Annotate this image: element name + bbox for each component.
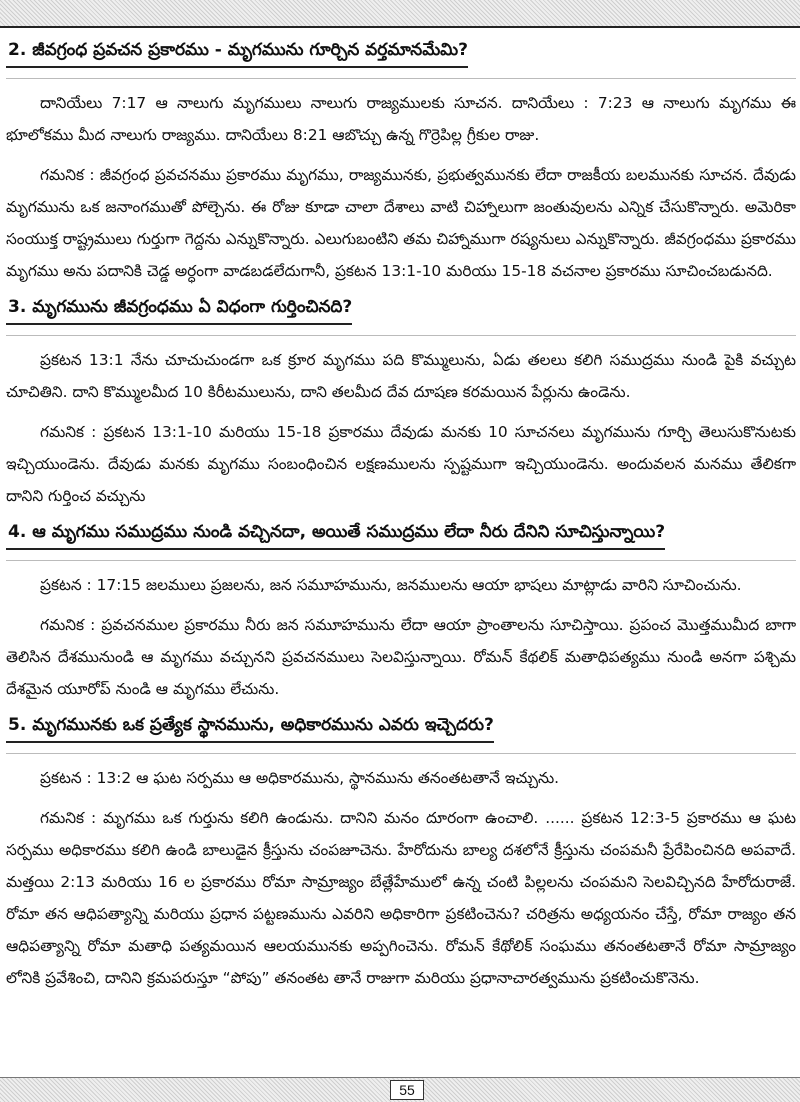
section-5 [6, 713, 796, 994]
section-4 [6, 520, 796, 705]
paragraph: దానియేలు 7:17 ఆ నాలుగు మృగములు నాలుగు రాజ్యములకు సూచన. దానియేలు : 7:23 ఆ నాలుగు మృగము ఈ భూలోకము మీద నాలుగు రాజ్యము. దానియేలు 8:21 ఆబొచ్చు ఉన్న గొర్రెపిల్ల గ్రీకుల రాజు. [6, 94, 796, 144]
page-number: 55 [390, 1080, 424, 1100]
paragraph: గమనిక : ప్రవచనముల ప్రకారము నీరు జన సమూహమును లేదా ఆయా ప్రాంతాలను సూచిస్తాయి. ప్రపంచ మొత్తముమీద బాగా తెలిసిన దేశమునుండి ఆ మృగము వచ్చునని ప్రవచనములు సెలవిస్తున్నాయి. రోమన్ కేథలిక్ మతాధిపత్యము నుండి అనగా పశ్చిమ దేశమైన యూరోప్ నుండి ఆ మృగము లేచును. [6, 616, 796, 698]
paragraph: గమనిక : ప్రకటన 13:1-10 మరియు 15-18 ప్రకారము దేవుడు మనకు 10 సూచనలు మృగమును గూర్చి తెలుసుకొనుటకు ఇచ్చియుండెను. దేవుడు మనకు మృగము సంబంధించిన లక్షణములను స్పష్టముగా ఇచ్చియుండెను. అందువలన మనము తేలికగా దానిని గుర్తించ వచ్చును [6, 423, 796, 505]
paragraph: ప్రకటన : 17:15 జలములు ప్రజలను, జన సమూహమును, జనములను ఆయా భాషలు మాట్లాడు వారిని సూచించును. [40, 576, 742, 594]
paragraph: ప్రకటన : 13:2 ఆ ఘట సర్పము ఆ అధికారమును, స్థానమును తనంతటతానే ఇచ్చును. [40, 769, 560, 787]
question-rule [6, 295, 796, 336]
question-rule [6, 713, 796, 754]
question-heading: 4. ఆ మృగము సముద్రము నుండి వచ్చినదా, అయితే సముద్రము లేదా నీరు దేనిని సూచిస్తున్నాయి? [6, 520, 665, 550]
question-heading: 2. జీవగ్రంధ ప్రవచన ప్రకారము - మృగమును గూర్చిన వర్తమానమేమి? [6, 38, 468, 68]
page-content [6, 38, 796, 1002]
question-rule [6, 38, 796, 79]
section-2 [6, 38, 796, 287]
top-decorative-band [0, 0, 800, 28]
paragraph: గమనిక : జీవగ్రంధ ప్రవచనము ప్రకారము మృగము, రాజ్యమునకు, ప్రభుత్వమునకు లేదా రాజకీయ బలమునకు సూచన. దేవుడు మృగమును ఒక జనాంగముతో పోల్చెను. ఈ రోజు కూడా చాలా దేశాలు వాటి చిహ్నాలుగా జంతువులను ఎన్నిక చేసుకొన్నారు. అమెరికా సంయుక్త రాష్ట్రములు గుర్తుగా గెద్దను ఎన్నుకొన్నారు. ఎలుగుబంటిని తమ చిహ్నాముగా రష్యనులు ఎన్నుకొన్నారు. జీవగ్రంధము ప్రకారము మృగము అను పదానికి చెడ్డ అర్ధంగా వాడబడలేదుగానీ, ప్రకటన 13:1-10 మరియు 15-18 వచనాల ప్రకారము సూచించబడునది. [6, 166, 796, 280]
question-rule [6, 520, 796, 561]
paragraph: గమనిక : మృగము ఒక గుర్తును కలిగి ఉండును. దానిని మనం దూరంగా ఉంచాలి. ...... ప్రకటన 12:3-5 ప్రకారము ఆ ఘట సర్పము అధికారము కలిగి ఉండి బాలుడైన క్రీస్తును చంపజూచెను. హేరోదును బాల్య దశలోనే క్రీస్తును చంపమనీ ప్రేరేపించినది అపవాదే. మత్తయి 2:13 మరియు 16 ల ప్రకారము రోమా సామ్రాజ్యం బేత్లేహేములో ఉన్న చంటి పిల్లలను చంపమని సెలవిచ్చినది హేరోదురాజే. రోమా తన ఆధిపత్యాన్ని మరియు ప్రధాన పట్టణమును ఎవరిని అధికారిగా ప్రకటించెను? చరిత్రను అధ్యయనం చేస్తే, రోమా రాజ్యం తన ఆధిపత్యాన్ని రోమా మతాధి పత్యమయిన ఆలయమునకు అప్పగించెను. రోమన్ కేథోలిక్ సంఘము తనంతటతానే రోమా సామ్రాజ్యం లోనికి ప్రవేశించి, దానిని క్రమపరుస్తూ “పోపు” తనంతట తానే రాజుగా మరియు ప్రధానాచారత్వమును ప్రకటించుకొనెను. [6, 809, 796, 987]
section-3 [6, 295, 796, 512]
question-heading: 3. మృగమును జీవగ్రంధము ఏ విధంగా గుర్తించినది? [6, 295, 352, 325]
bottom-decorative-band [0, 1077, 800, 1102]
paragraph: ప్రకటన 13:1 నేను చూచుచుండగా ఒక క్రూర మృగము పది కొమ్ములును, ఏడు తలలు కలిగి సముద్రము నుండి పైకి వచ్చుట చూచితిని. దాని కొమ్ములమీద 10 కిరీటములును, దాని తలమీద దేవ దూషణ కరమయిన పేర్లును ఉండెను. [6, 351, 796, 401]
question-heading: 5. మృగమునకు ఒక ప్రత్యేక స్థానమును, అధికారమును ఎవరు ఇచ్చెదరు? [6, 713, 494, 743]
